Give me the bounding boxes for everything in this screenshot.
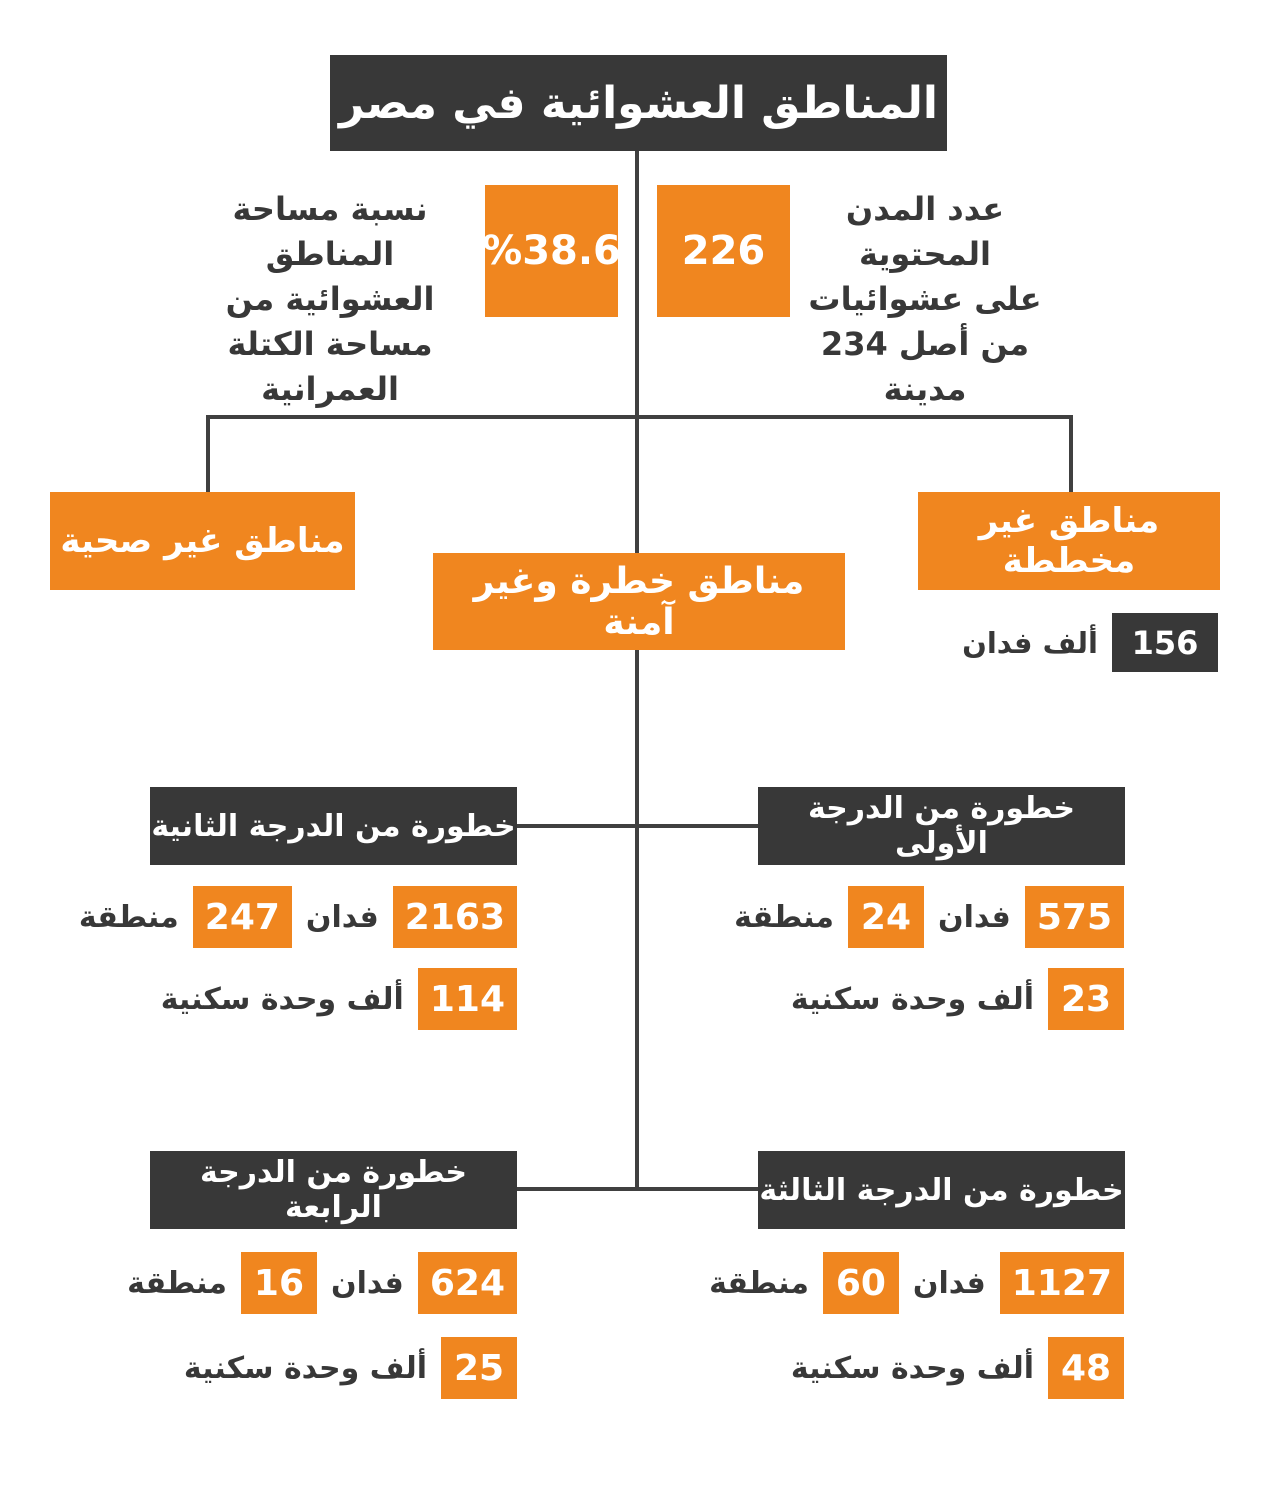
degree-first-feddan-value: 575 xyxy=(1025,886,1124,948)
degree-third-header: خطورة من الدرجة الثالثة xyxy=(758,1151,1125,1229)
degree-fourth-header: خطورة من الدرجة الرابعة xyxy=(150,1151,517,1229)
degree-third-row1 xyxy=(709,1252,1124,1314)
cities-label-line1: عدد المدن المحتوية xyxy=(845,190,1005,273)
connector-right-drop xyxy=(1069,415,1073,492)
degree-second-row2 xyxy=(161,968,517,1030)
degree-third-feddan-value: 1127 xyxy=(1000,1252,1124,1314)
degree-first-row1 xyxy=(734,886,1124,948)
percent-label-line2: العشوائية من xyxy=(225,280,435,318)
category-dangerous-unsafe-box: مناطق خطرة وغير آمنة xyxy=(433,553,845,650)
degree-first-area-unit: منطقة xyxy=(734,899,834,935)
connector-main-vertical xyxy=(635,150,639,1191)
degree-fourth-feddan-unit: فدان xyxy=(330,1265,404,1301)
degree-fourth-row2 xyxy=(184,1337,517,1399)
degree-third-area-unit: منطقة xyxy=(709,1265,809,1301)
cities-label-line2: على عشوائيات xyxy=(808,280,1042,318)
percent-label xyxy=(180,187,480,412)
degree-second-area-unit: منطقة xyxy=(78,899,179,935)
degree-third-housing-value: 48 xyxy=(1048,1337,1124,1399)
degree-first-housing-unit: ألف وحدة سكنية xyxy=(790,981,1034,1017)
cities-value-box: 226 xyxy=(657,185,790,317)
degree-second-feddan-unit: فدان xyxy=(305,899,379,935)
degree-second-housing-value: 114 xyxy=(418,968,517,1030)
cities-label-line3: من أصل 234 مدينة xyxy=(820,325,1030,408)
connector-top-branch xyxy=(206,415,1073,419)
page-title: المناطق العشوائية في مصر xyxy=(330,55,947,151)
unplanned-area-unit: ألف فدان xyxy=(962,625,1098,660)
category-unhealthy-box: مناطق غير صحية xyxy=(50,492,355,590)
degree-second-row1 xyxy=(79,886,517,948)
degree-fourth-housing-value: 25 xyxy=(441,1337,517,1399)
degree-second-feddan-value: 2163 xyxy=(393,886,517,948)
degree-first-housing-value: 23 xyxy=(1048,968,1124,1030)
category-unplanned-box: مناطق غير مخططة xyxy=(918,492,1220,590)
unplanned-area-value-box: 156 xyxy=(1112,613,1218,672)
degree-first-header: خطورة من الدرجة الأولى xyxy=(758,787,1125,865)
degree-fourth-area-unit: منطقة xyxy=(127,1265,227,1301)
connector-left-drop xyxy=(206,415,210,492)
degree-second-housing-unit: ألف وحدة سكنية xyxy=(160,981,404,1017)
degree-fourth-area-value: 16 xyxy=(241,1252,317,1314)
percent-value-box: %38.6 xyxy=(485,185,618,317)
percent-label-line1: نسبة مساحة المناطق xyxy=(232,190,428,273)
percent-label-line3: مساحة الكتلة العمرانية xyxy=(227,325,433,408)
degree-second-area-value: 247 xyxy=(193,886,292,948)
degree-second-header: خطورة من الدرجة الثانية xyxy=(150,787,517,865)
connector-degree-row2 xyxy=(517,1187,758,1191)
degree-third-area-value: 60 xyxy=(823,1252,899,1314)
degree-first-row2 xyxy=(791,968,1124,1030)
degree-fourth-row1 xyxy=(127,1252,517,1314)
degree-third-housing-unit: ألف وحدة سكنية xyxy=(790,1350,1034,1386)
degree-third-feddan-unit: فدان xyxy=(912,1265,986,1301)
degree-fourth-housing-unit: ألف وحدة سكنية xyxy=(183,1350,427,1386)
cities-label xyxy=(775,187,1075,412)
connector-degree-row1 xyxy=(517,824,758,828)
degree-third-row2 xyxy=(791,1337,1124,1399)
degree-fourth-feddan-value: 624 xyxy=(418,1252,517,1314)
degree-first-area-value: 24 xyxy=(848,886,924,948)
degree-first-feddan-unit: فدان xyxy=(937,899,1011,935)
